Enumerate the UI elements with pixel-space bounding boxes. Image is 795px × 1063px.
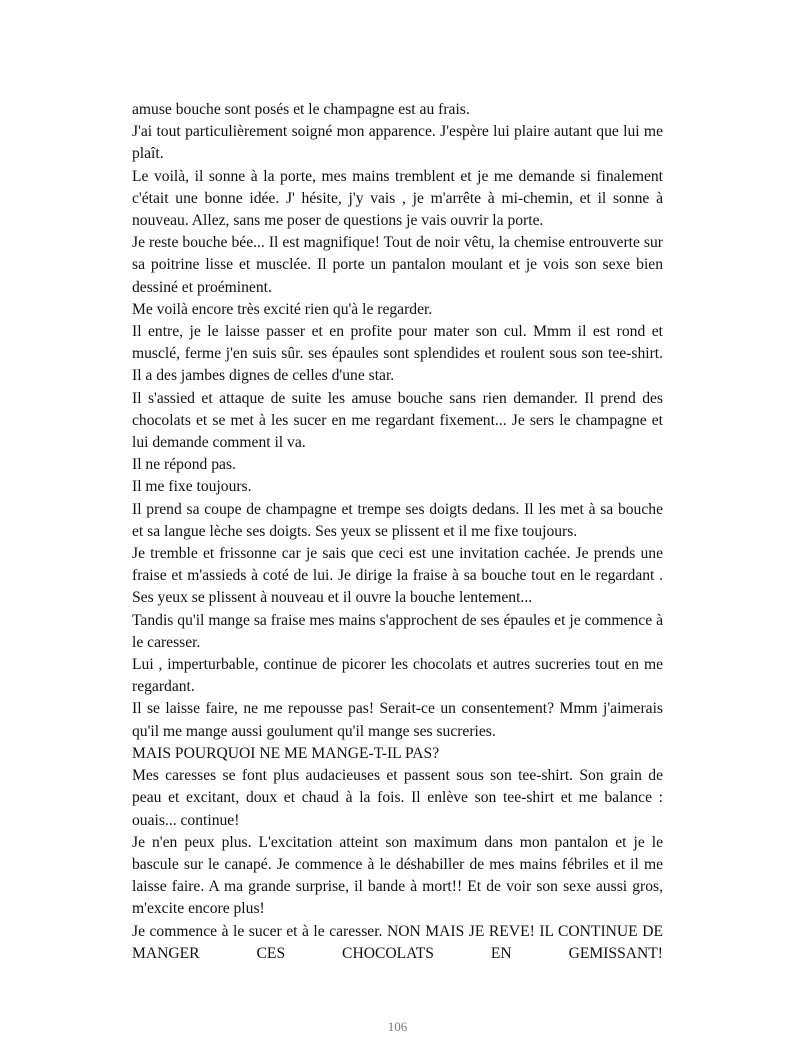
- paragraph: J'ai tout particulièrement soigné mon apparence. J'espère lui plaire autant que lui me plaît.: [132, 123, 663, 163]
- body-text: [132, 99, 663, 965]
- paragraph: Il se laisse faire, ne me repousse pas! Serait-ce un consentement? Mmm j'aimerais qu'il me mange aussi goulument qu'il mange ses sucreries.: [132, 700, 663, 740]
- paragraph: Il prend sa coupe de champagne et trempe ses doigts dedans. Il les met à sa bouche et sa langue lèche ses doigts. Ses yeux se plissent et il me fixe toujours.: [132, 500, 663, 540]
- paragraph: MAIS POURQUOI NE ME MANGE-T-IL PAS?: [132, 744, 440, 762]
- paragraph: Je n'en peux plus. L'excitation atteint son maximum dans mon pantalon et je le bascule sur le canapé. Je commence à le déshabiller de mes mains fébriles et il me laisse faire. A ma grande surprise, il bande à mort!! Et de voir son sexe aussi gros, m'excite encore plus!: [132, 833, 663, 918]
- paragraph: Lui , imperturbable, continue de picorer les chocolats et autres sucreries tout en me regardant.: [132, 656, 663, 696]
- paragraph: Mes caresses se font plus audacieuses et passent sous son tee-shirt. Son grain de peau et excitant, doux et chaud à la fois. Il enlève son tee-shirt et me balance : ouais... continue!: [132, 767, 663, 829]
- page-number: 106: [387, 1019, 408, 1034]
- paragraph: Je reste bouche bée... Il est magnifique! Tout de noir vêtu, la chemise entrouverte sur sa poitrine lisse et musclée. Il porte un pantalon moulant et je vois son sexe bien dessiné et proéminent.: [132, 234, 663, 296]
- paragraph: amuse bouche sont posés et le champagne est au frais.: [132, 101, 470, 118]
- paragraph: Il entre, je le laisse passer et en profite pour mater son cul. Mmm il est rond et musclé, ferme j'en suis sûr. ses épaules sont splendides et roulent sous son tee-shirt. Il a des jambes dignes de celles d'une star.: [132, 323, 663, 385]
- paragraph: Il me fixe toujours.: [132, 478, 252, 496]
- paragraph: Je commence à le sucer et à le caresser. NON MAIS JE REVE! IL CONTINUE DE MANGER CES CHOCOLATS EN GEMISSANT!: [132, 922, 663, 962]
- paragraph: Le voilà, il sonne à la porte, mes mains tremblent et je me demande si finalement c'était une bonne idée. J' hésite, j'y vais , je m'arrête à mi-chemin, et il sonne à nouveau. Allez, sans me poser de questions je vais ouvrir la porte.: [132, 167, 663, 230]
- paragraph: Il ne répond pas.: [132, 456, 236, 474]
- paragraph: Me voilà encore très excité rien qu'à le regarder.: [132, 300, 433, 318]
- paragraph: Je tremble et frissonne car je sais que ceci est une invitation cachée. Je prends une fraise et m'assieds à coté de lui. Je dirige la fraise à sa bouche tout en le regardant . Ses yeux se plissent à nouveau et il ouvre la bouche lentement...: [132, 545, 663, 607]
- paragraph: Il s'assied et attaque de suite les amuse bouche sans rien demander. Il prend des chocolats et se met à les sucer en me regardant fixement... Je sers le champagne et lui demande comment il va.: [132, 389, 663, 452]
- paragraph: Tandis qu'il mange sa fraise mes mains s'approchent de ses épaules et je commence à le caresser.: [132, 611, 663, 651]
